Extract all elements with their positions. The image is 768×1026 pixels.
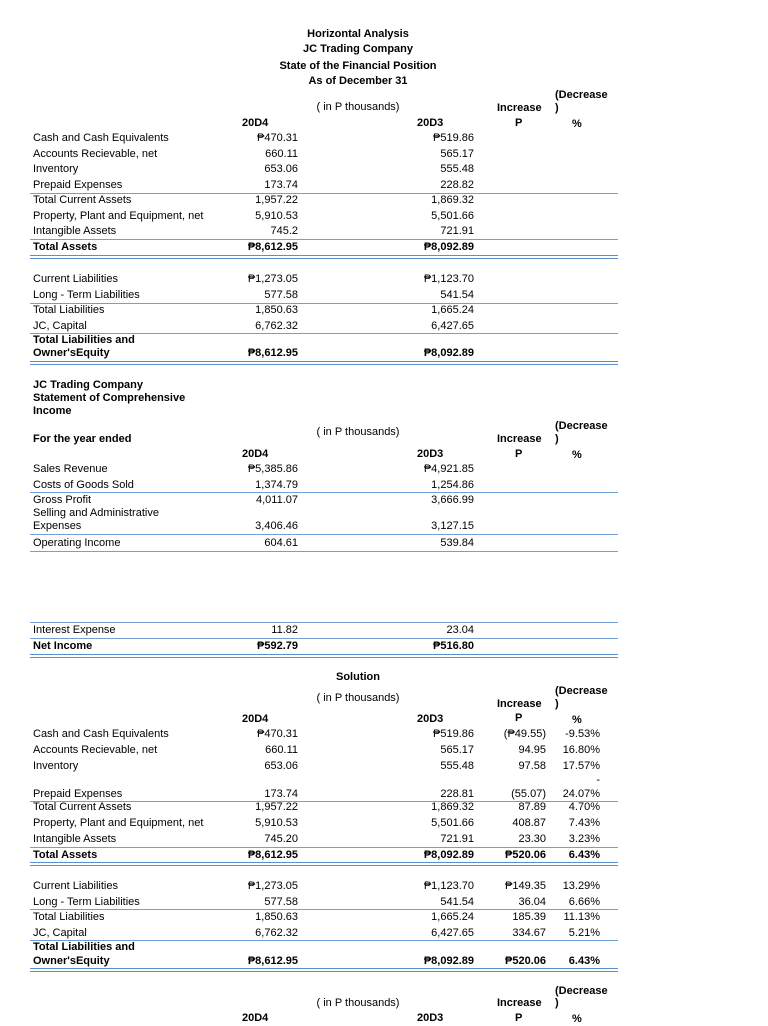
company-name: JC Trading Company bbox=[302, 43, 414, 55]
value-2003: 555.48 bbox=[440, 163, 474, 175]
value-2004: ₱470.31 bbox=[257, 728, 298, 740]
percent-value: 11.13% bbox=[563, 911, 600, 923]
increase-value: 334.67 bbox=[512, 927, 546, 939]
value-2004: 1,957.22 bbox=[255, 194, 298, 206]
value-2004: 660.11 bbox=[265, 148, 298, 160]
value-2004: 173.74 bbox=[264, 179, 298, 191]
value-2003: 5,501.66 bbox=[431, 210, 474, 222]
value-2004: 604.61 bbox=[264, 537, 298, 549]
decrease-header: (Decrease bbox=[555, 89, 608, 101]
row-label: Expenses bbox=[33, 520, 82, 532]
value-2004: 660.11 bbox=[265, 744, 298, 756]
units-note: ( in P thousands) bbox=[316, 426, 400, 438]
value-2004: 11.82 bbox=[271, 624, 298, 636]
year-2004-header: 20D4 bbox=[242, 1012, 269, 1024]
year-2003-header: 20D3 bbox=[417, 117, 444, 129]
year-2004-header: 20D4 bbox=[242, 117, 269, 129]
row-label: Long - Term Liabilities bbox=[33, 289, 140, 301]
percent-value: 6.66% bbox=[568, 896, 600, 908]
value-2003: 539.84 bbox=[440, 537, 474, 549]
value-2003: 6,427.65 bbox=[431, 320, 474, 332]
row-label: Accounts Recievable, net bbox=[33, 744, 158, 756]
increase-value: 87.89 bbox=[518, 801, 546, 813]
percent-value: -9.53% bbox=[565, 728, 600, 740]
total-2003: ₱8,092.89 bbox=[423, 955, 474, 967]
double-divider bbox=[30, 968, 618, 972]
percent-header: % bbox=[572, 118, 582, 130]
peso-header: P bbox=[515, 712, 523, 724]
value-2004: 5,910.53 bbox=[255, 210, 298, 222]
increase-value: 97.58 bbox=[518, 760, 546, 772]
row-label: Total Current Assets bbox=[33, 801, 132, 813]
divider bbox=[30, 492, 618, 493]
doc-title: Horizontal Analysis bbox=[307, 28, 409, 40]
row-label: Sales Revenue bbox=[33, 463, 108, 475]
decrease-paren: ) bbox=[555, 433, 559, 445]
percent-value: 7.43% bbox=[568, 817, 600, 829]
value-2003: 1,665.24 bbox=[431, 304, 474, 316]
peso-header: P bbox=[515, 1012, 523, 1024]
increase-value: (55.07) bbox=[511, 788, 546, 800]
value-2004: 1,850.63 bbox=[255, 911, 298, 923]
row-label: Cash and Cash Equivalents bbox=[33, 132, 169, 144]
value-2004: 577.58 bbox=[264, 896, 298, 908]
total-percent: 6.43% bbox=[568, 955, 600, 967]
value-2004: ₱5,385.86 bbox=[247, 463, 298, 475]
value-2003: 541.54 bbox=[440, 896, 474, 908]
peso-header: P bbox=[515, 117, 523, 129]
value-2003: 1,869.32 bbox=[431, 194, 474, 206]
value-2003: ₱519.86 bbox=[433, 132, 474, 144]
percent-header: % bbox=[572, 714, 582, 726]
value-2003: 565.17 bbox=[440, 744, 474, 756]
period-label: For the year ended bbox=[33, 433, 132, 445]
total-2003: ₱8,092.89 bbox=[423, 347, 474, 359]
increase-header: Increase bbox=[497, 698, 542, 710]
row-label: Selling and Administrative bbox=[33, 507, 159, 519]
row-label: Costs of Goods Sold bbox=[33, 479, 134, 491]
divider bbox=[30, 303, 618, 304]
solution-title: Solution bbox=[336, 671, 380, 683]
value-2004: 173.74 bbox=[264, 788, 298, 800]
year-2003-header: 20D3 bbox=[417, 448, 444, 460]
increase-value: ₱149.35 bbox=[505, 880, 546, 892]
value-2004: 6,762.32 bbox=[255, 927, 298, 939]
value-2003: 1,665.24 bbox=[431, 911, 474, 923]
total-2003: ₱8,092.89 bbox=[423, 241, 474, 253]
value-2004: 5,910.53 bbox=[255, 817, 298, 829]
row-label: Accounts Recievable, net bbox=[33, 148, 158, 160]
increase-value: 36.04 bbox=[518, 896, 546, 908]
increase-value: 185.39 bbox=[512, 911, 546, 923]
sci-title: JC Trading Company bbox=[33, 379, 144, 391]
row-label: Inventory bbox=[33, 163, 79, 175]
units-note: ( in P thousands) bbox=[316, 692, 400, 704]
total-2003: ₱516.80 bbox=[433, 640, 474, 652]
row-label: Property, Plant and Equipment, net bbox=[33, 210, 204, 222]
value-2004: ₱1,273.05 bbox=[247, 273, 298, 285]
row-label: Prepaid Expenses bbox=[33, 179, 123, 191]
value-2004: 4,011.07 bbox=[255, 494, 298, 506]
row-label: Operating Income bbox=[33, 537, 121, 549]
percent-value: 4.70% bbox=[568, 801, 600, 813]
value-2003: 1,254.86 bbox=[431, 479, 474, 491]
total-label: Owner'sEquity bbox=[33, 955, 110, 967]
total-percent: 6.43% bbox=[568, 849, 600, 861]
value-2004: ₱1,273.05 bbox=[247, 880, 298, 892]
percent-value: 24.07% bbox=[562, 788, 600, 800]
value-2003: 23.04 bbox=[446, 624, 474, 636]
row-label: Long - Term Liabilities bbox=[33, 896, 140, 908]
row-label: Total Liabilities bbox=[33, 304, 105, 316]
total-2004: ₱8,612.95 bbox=[247, 347, 298, 359]
value-2003: ₱4,921.85 bbox=[423, 463, 474, 475]
value-2003: 721.91 bbox=[440, 833, 474, 845]
value-2004: 653.06 bbox=[264, 760, 298, 772]
decrease-paren: ) bbox=[555, 102, 559, 114]
row-label: Total Current Assets bbox=[33, 194, 132, 206]
divider bbox=[30, 622, 618, 623]
value-2004: 1,957.22 bbox=[255, 801, 298, 813]
year-2003-header: 20D3 bbox=[417, 1012, 444, 1024]
double-divider bbox=[30, 255, 618, 259]
value-2003: ₱1,123.70 bbox=[423, 273, 474, 285]
total-2004: ₱592.79 bbox=[257, 640, 298, 652]
divider bbox=[30, 534, 618, 535]
decrease-paren: ) bbox=[555, 997, 559, 1009]
increase-value: 94.95 bbox=[518, 744, 546, 756]
divider bbox=[30, 847, 618, 848]
divider bbox=[30, 909, 618, 910]
value-2003: 228.82 bbox=[440, 179, 474, 191]
total-2004: ₱8,612.95 bbox=[247, 849, 298, 861]
statement-name: State of the Financial Position bbox=[279, 60, 437, 72]
row-label: Current Liabilities bbox=[33, 880, 118, 892]
percent-value: 17.57% bbox=[562, 760, 600, 772]
percent-header: % bbox=[572, 1013, 582, 1025]
year-2004-header: 20D4 bbox=[242, 448, 269, 460]
statement-date: As of December 31 bbox=[308, 75, 408, 87]
total-label: Net Income bbox=[33, 640, 93, 652]
total-label: Total Liabilities and bbox=[33, 941, 135, 953]
year-2003-header: 20D3 bbox=[417, 713, 444, 725]
sci-title: Income bbox=[33, 405, 72, 417]
year-2004-header: 20D4 bbox=[242, 713, 269, 725]
row-label: Inventory bbox=[33, 760, 79, 772]
double-divider bbox=[30, 361, 618, 365]
value-2003: 5,501.66 bbox=[431, 817, 474, 829]
divider bbox=[30, 638, 618, 639]
total-increase: ₱520.06 bbox=[505, 955, 546, 967]
value-2004: 3,406.46 bbox=[255, 520, 298, 532]
peso-header: P bbox=[515, 448, 523, 460]
increase-value: 23.30 bbox=[518, 833, 546, 845]
value-2004: 1,374.79 bbox=[255, 479, 298, 491]
value-2003: 541.54 bbox=[440, 289, 474, 301]
percent-value: 16.80% bbox=[562, 744, 600, 756]
row-label: JC, Capital bbox=[33, 320, 87, 332]
row-label: Gross Profit bbox=[33, 494, 92, 506]
divider bbox=[30, 239, 618, 240]
percent-header: % bbox=[572, 449, 582, 461]
value-2003: 3,127.15 bbox=[431, 520, 474, 532]
percent-value: 13.29% bbox=[562, 880, 600, 892]
increase-value: (₱49.55) bbox=[503, 728, 546, 740]
value-2003: 1,869.32 bbox=[431, 801, 474, 813]
percent-value: 5.21% bbox=[568, 927, 600, 939]
value-2004: 745.2 bbox=[270, 225, 298, 237]
value-2004: 577.58 bbox=[264, 289, 298, 301]
sci-title: Statement of Comprehensive bbox=[33, 392, 186, 404]
decrease-header: (Decrease bbox=[555, 420, 608, 432]
double-divider bbox=[30, 654, 618, 658]
decrease-header: (Decrease bbox=[555, 985, 608, 997]
value-2004: ₱470.31 bbox=[257, 132, 298, 144]
dash-mark: - bbox=[596, 774, 600, 786]
value-2003: 6,427.65 bbox=[431, 927, 474, 939]
total-2004: ₱8,612.95 bbox=[247, 241, 298, 253]
row-label: Intangible Assets bbox=[33, 225, 117, 237]
total-label: Total Liabilities and bbox=[33, 334, 135, 346]
decrease-header: (Decrease bbox=[555, 685, 608, 697]
row-label: Property, Plant and Equipment, net bbox=[33, 817, 204, 829]
row-label: Cash and Cash Equivalents bbox=[33, 728, 169, 740]
total-label: Total Assets bbox=[33, 849, 98, 861]
increase-header: Increase bbox=[497, 433, 542, 445]
value-2003: 721.91 bbox=[440, 225, 474, 237]
value-2004: 1,850.63 bbox=[255, 304, 298, 316]
row-label: Total Liabilities bbox=[33, 911, 105, 923]
divider bbox=[30, 551, 618, 552]
double-divider bbox=[30, 862, 618, 866]
value-2003: 555.48 bbox=[440, 760, 474, 772]
row-label: Intangible Assets bbox=[33, 833, 117, 845]
value-2003: 3,666.99 bbox=[431, 494, 474, 506]
total-label: Owner'sEquity bbox=[33, 347, 110, 359]
total-2004: ₱8,612.95 bbox=[247, 955, 298, 967]
value-2004: 745.20 bbox=[264, 833, 298, 845]
units-note: ( in P thousands) bbox=[316, 997, 400, 1009]
total-increase: ₱520.06 bbox=[505, 849, 546, 861]
increase-header: Increase bbox=[497, 997, 542, 1009]
row-label: JC, Capital bbox=[33, 927, 87, 939]
row-label: Prepaid Expenses bbox=[33, 788, 123, 800]
value-2003: ₱1,123.70 bbox=[423, 880, 474, 892]
value-2003: ₱519.86 bbox=[433, 728, 474, 740]
percent-value: 3.23% bbox=[568, 833, 600, 845]
total-label: Total Assets bbox=[33, 241, 98, 253]
decrease-paren: ) bbox=[555, 698, 559, 710]
row-label: Current Liabilities bbox=[33, 273, 118, 285]
increase-header: Increase bbox=[497, 102, 542, 114]
value-2003: 228.81 bbox=[440, 788, 474, 800]
value-2003: 565.17 bbox=[440, 148, 474, 160]
value-2004: 6,762.32 bbox=[255, 320, 298, 332]
total-2003: ₱8,092.89 bbox=[423, 849, 474, 861]
increase-value: 408.87 bbox=[512, 817, 546, 829]
row-label: Interest Expense bbox=[33, 624, 116, 636]
units-note: ( in P thousands) bbox=[316, 101, 400, 113]
value-2004: 653.06 bbox=[264, 163, 298, 175]
